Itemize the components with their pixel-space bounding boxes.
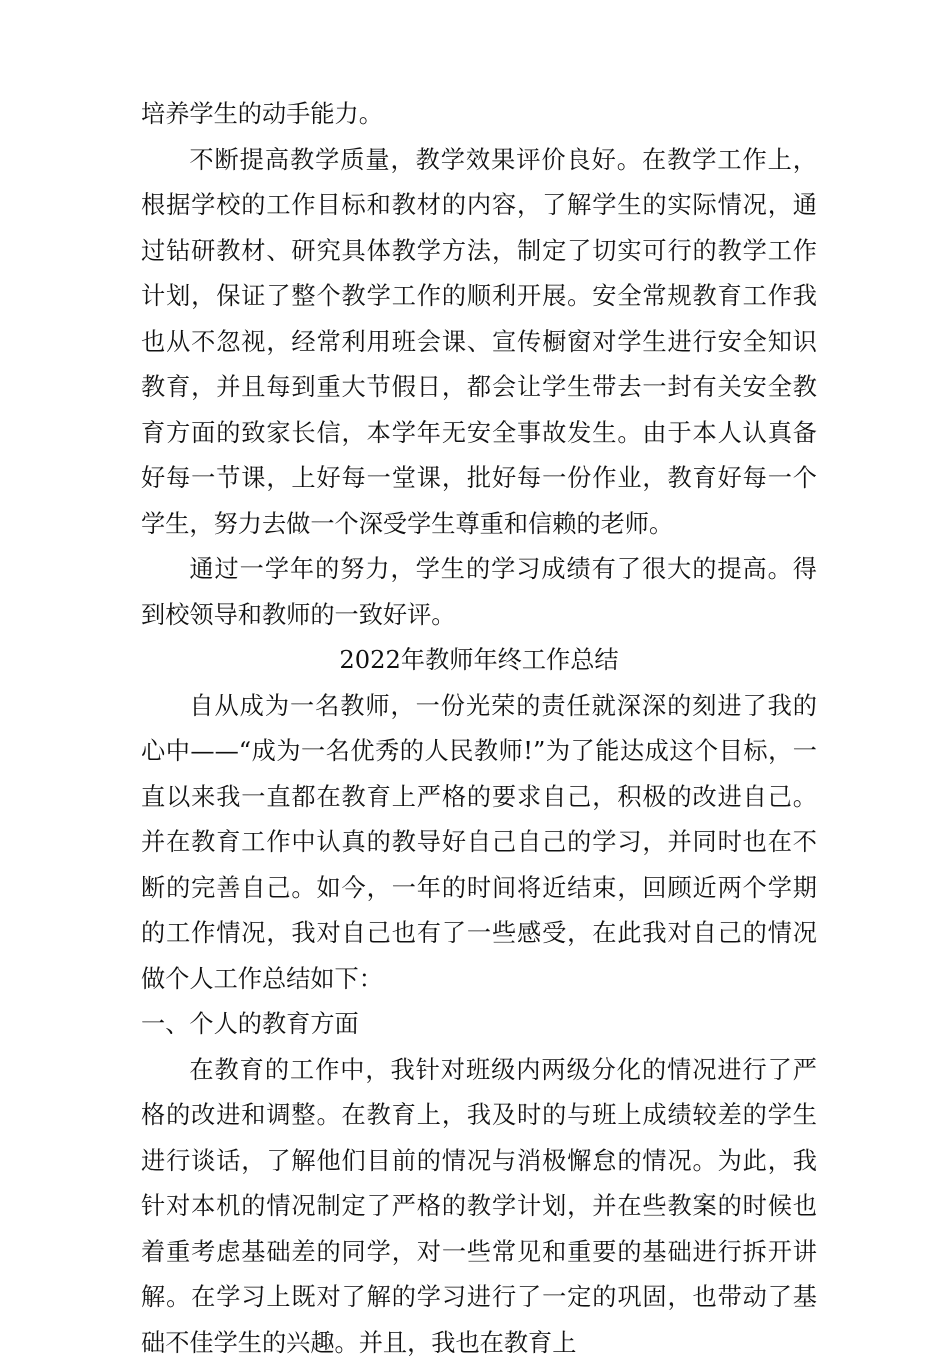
paragraph-continued: 培养学生的动手能力。 bbox=[141, 92, 817, 138]
document-title: 2022年教师年终工作总结 bbox=[141, 638, 817, 684]
paragraph-teaching-quality: 不断提高教学质量，教学效果评价良好。在教学工作上，根据学校的工作目标和教材的内容，了解学生的实际情况，通过钻研教材、研究具体教学方法，制定了切实可行的教学工作计划，保证了整个教学工作的顺利开展。安全常规教育工作我也从不忽视，经常利用班会课、宣传橱窗对学生进行安全知识教育，并且每到重大节假日，都会让学生带去一封有关安全教育方面的致家长信，本学年无安全事故发生。由于本人认真备好每一节课，上好每一堂课，批好每一份作业，教育好每一个学生，努力去做一个深受学生尊重和信赖的老师。 bbox=[141, 138, 817, 548]
paragraph-results: 通过一学年的努力，学生的学习成绩有了很大的提高。得到校领导和教师的一致好评。 bbox=[141, 547, 817, 638]
document-page bbox=[141, 92, 817, 1366]
paragraph-introduction: 自从成为一名教师，一份光荣的责任就深深的刻进了我的心中——“成为一名优秀的人民教师!”为了能达成这个目标，一直以来我一直都在教育上严格的要求自己，积极的改进自己。并在教育工作中认真的教导好自己自己的学习，并同时也在不断的完善自己。如今，一年的时间将近结束，回顾近两个学期的工作情况，我对自己也有了一些感受，在此我对自己的情况做个人工作总结如下： bbox=[141, 684, 817, 1003]
section-heading: 一、个人的教育方面 bbox=[141, 1002, 817, 1048]
paragraph-education: 在教育的工作中，我针对班级内两级分化的情况进行了严格的改进和调整。在教育上，我及时的与班上成绩较差的学生进行谈话，了解他们目前的情况与消极懈怠的情况。为此，我针对本机的情况制定了严格的教学计划，并在些教案的时候也着重考虑基础差的同学，对一些常见和重要的基础进行拆开讲解。在学习上既对了解的学习进行了一定的巩固，也带动了基础不佳学生的兴趣。并且，我也在教育上 bbox=[141, 1048, 817, 1366]
